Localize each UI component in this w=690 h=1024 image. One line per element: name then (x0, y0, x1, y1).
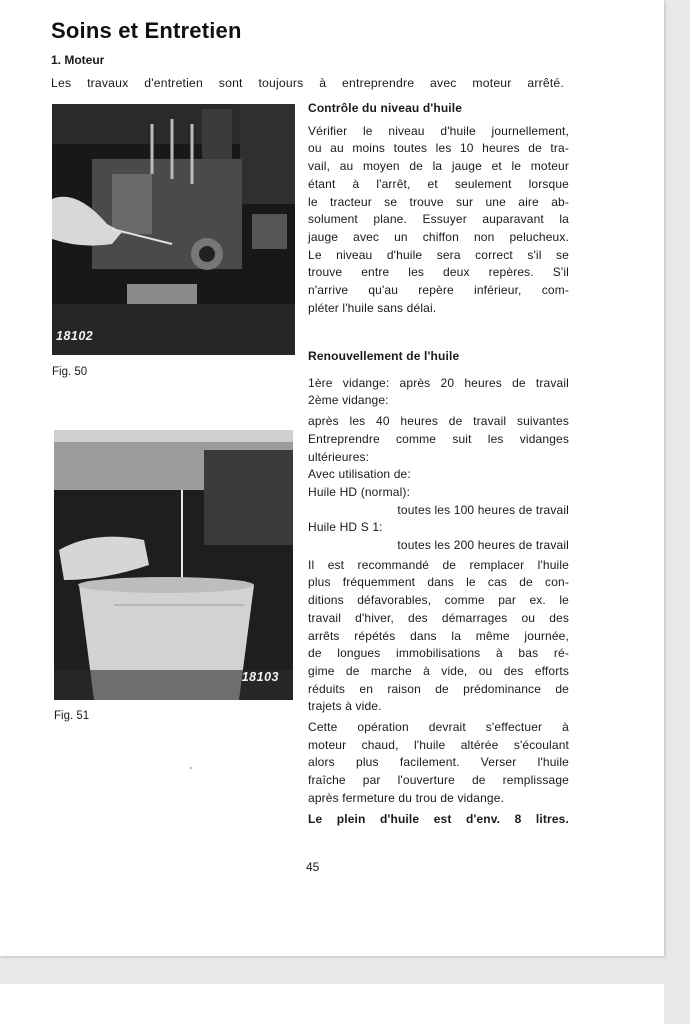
text-line: pléter l'huile sans délai. (308, 300, 437, 315)
text-line: solument plane. Essuyer auparavant la (308, 212, 569, 227)
text-line: moteur chaud, l'huile altérée s'écoulant (308, 737, 569, 752)
text-line: Huile HD (normal): (308, 484, 411, 499)
text-line: vail, au moyen de la jauge et le moteur (308, 159, 569, 174)
page-title: Soins et Entretien (51, 18, 242, 43)
text-line: ou au moins toutes les 10 heures de tra- (308, 141, 569, 156)
figure-caption: Fig. 51 (54, 710, 90, 722)
text-line: travail d'hiver, des démarrages ou des (308, 610, 569, 625)
oil-change-section (308, 348, 569, 828)
figure-engine-photo (52, 104, 295, 355)
text-line: Le niveau d'huile sera correct s'il se (308, 247, 569, 262)
speck (190, 767, 192, 769)
text-line: 2ème vidange: (308, 393, 389, 408)
next-page (0, 984, 664, 1024)
text-line: toutes les 200 heures de travail (397, 538, 569, 553)
text-line: trouve entre les deux repères. S'il (308, 265, 569, 280)
text-line: étant à l'arrêt, et seulement lorsque (308, 176, 569, 191)
text-line: trajets à vide. (308, 699, 382, 714)
oil-check-heading: Contrôle du niveau d'huile (308, 101, 463, 115)
text-line: arrêts répétés dans la même journée, (308, 628, 569, 643)
oil-capacity-note: Le plein d'huile est d'env. 8 litres. (308, 811, 569, 826)
page-number: 45 (306, 860, 320, 874)
text-line: alors plus facilement. Verser l'huile (308, 755, 569, 770)
oil-change-heading: Renouvellement de l'huile (308, 349, 460, 363)
section-heading: 1. Moteur (51, 53, 105, 67)
figure-caption: Fig. 50 (52, 366, 88, 378)
figure-oil-drain-photo (54, 430, 293, 700)
text-line: réduits en raison de prédominance de (308, 681, 569, 696)
figure-number: 18102 (56, 329, 94, 343)
text-line: Il est recommandé de remplacer l'huile (308, 557, 569, 572)
text-line: de longues immobilisations à bas ré- (308, 646, 569, 661)
oil-check-section (308, 100, 569, 317)
text-line: ditions défavorables, comme par ex. le (308, 593, 569, 608)
text-line: jauge avec un chiffon non pelucheux. (308, 229, 569, 244)
text-line: ultérieures: (308, 449, 370, 464)
text-line: après fermeture du trou de vidange. (308, 790, 505, 805)
engine-illustration (52, 104, 295, 355)
text-line: plus fréquemment dans le cas de con- (308, 575, 569, 590)
intro-text: Les travaux d'entretien sont toujours à entreprendre avec moteur arrêté. (51, 76, 564, 90)
text-line: Vérifier le niveau d'huile journellement, (308, 123, 569, 138)
oil-drain-illustration (54, 430, 293, 700)
text-line: Avec utilisation de: (308, 467, 411, 482)
text-line: 1ère vidange: après 20 heures de travail (308, 375, 569, 390)
text-line: gime de marche à vide, ou des efforts (308, 663, 569, 678)
text-line: toutes les 100 heures de travail (397, 502, 569, 517)
text-line: Entreprendre comme suit les vidanges (308, 431, 569, 446)
text-line: après les 40 heures de travail suivantes (308, 414, 569, 429)
figure-number: 18103 (241, 670, 279, 684)
text-line: fraîche par l'ouverture de remplissage (308, 773, 569, 788)
text-line: Huile HD S 1: (308, 520, 383, 535)
text-line: Cette opération devrait s'effectuer à (308, 720, 569, 735)
text-line: le tracteur se trouve sur une aire ab- (308, 194, 569, 209)
text-line: n'arrive qu'au repère inférieur, com- (308, 283, 569, 298)
